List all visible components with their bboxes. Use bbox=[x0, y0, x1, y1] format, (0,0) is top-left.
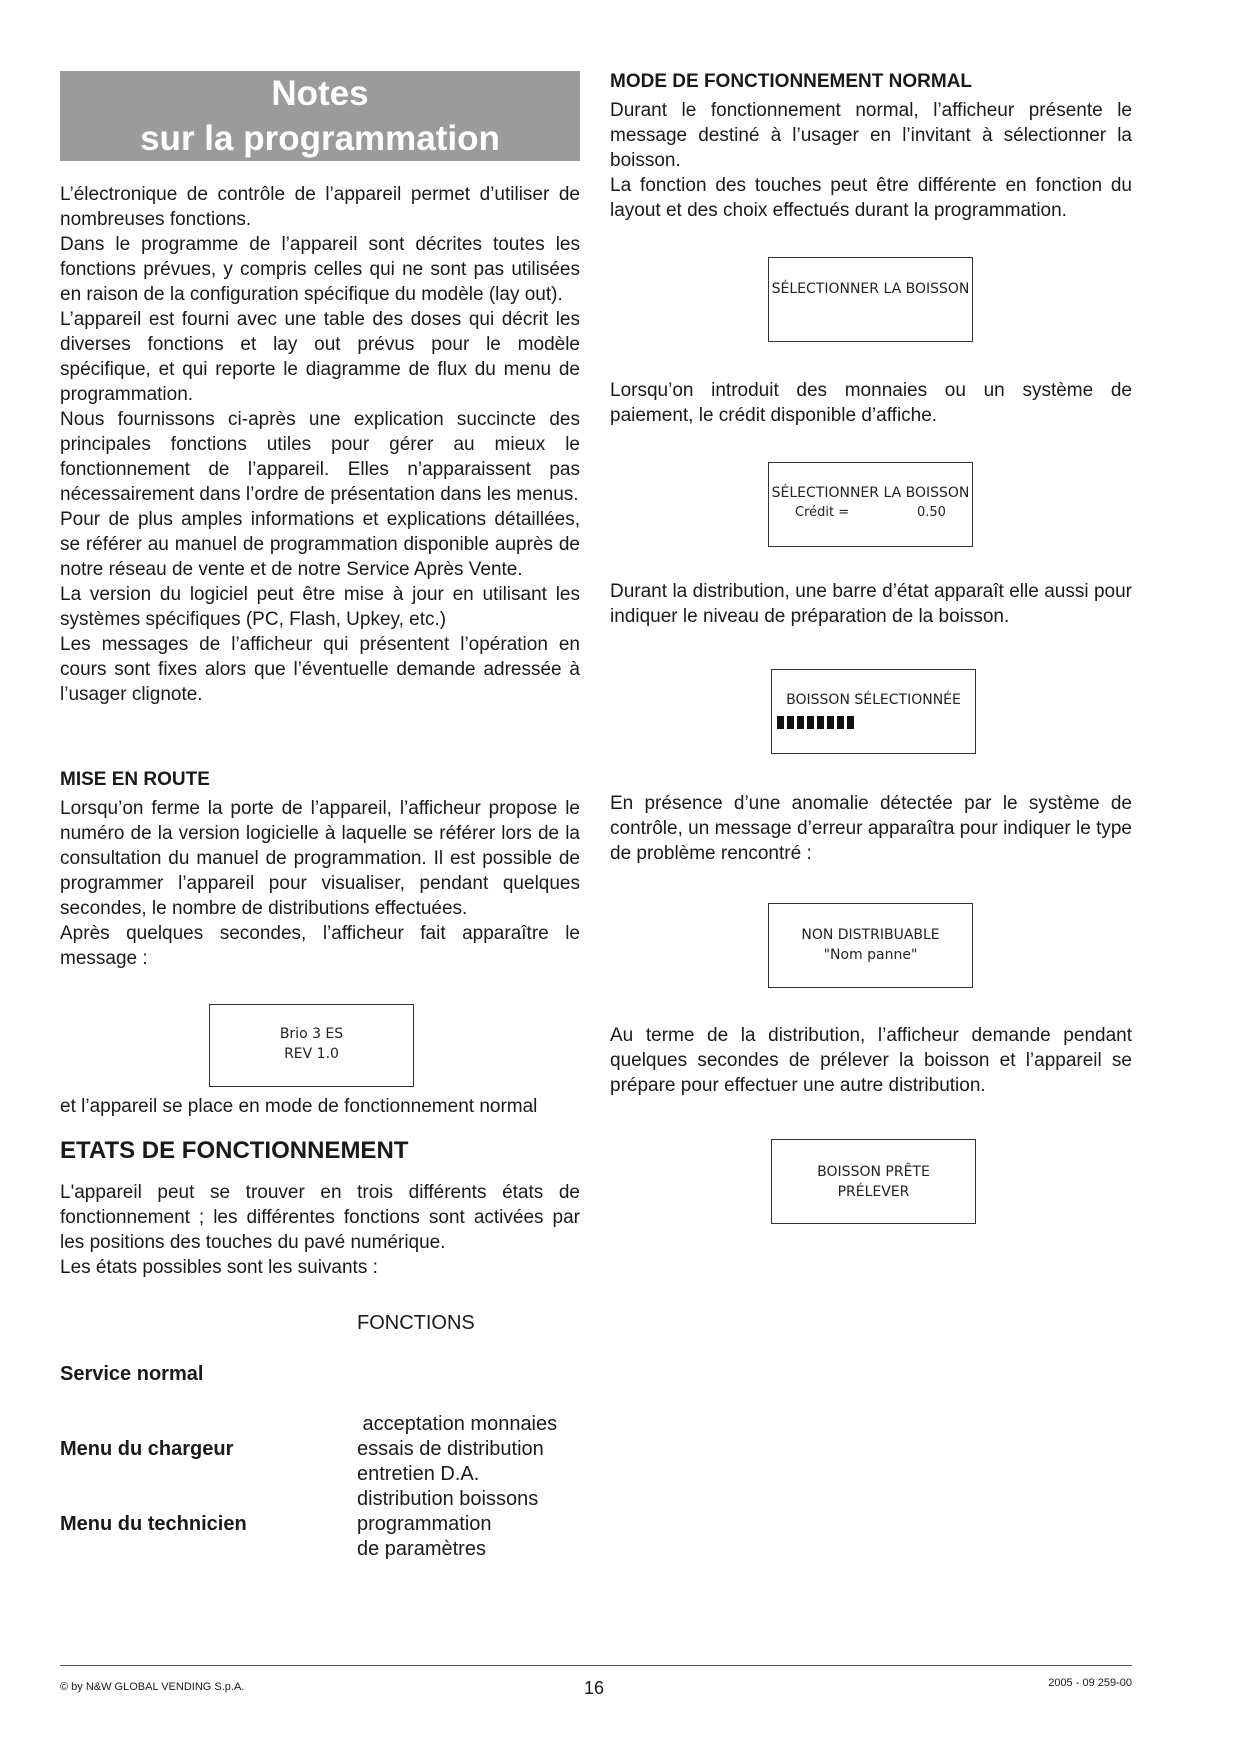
mode-normal-text bbox=[610, 791, 1132, 866]
mode-normal-paragraph: La fonction des touches peut être différente en fonction du layout et des choix effectués durant la programmation. bbox=[610, 175, 1132, 221]
state-function: entretien D.A. bbox=[357, 1463, 480, 1485]
footer-doc-code: 2005 - 09 259-00 bbox=[1048, 1677, 1132, 1689]
intro-paragraph: La version du logiciel peut être mise à jour en utilisant les systèmes spécifiques (PC, Flash, Upkey, etc.) bbox=[60, 584, 580, 630]
display-line: "Nom panne" bbox=[823, 947, 918, 963]
state-function: essais de distribution bbox=[357, 1438, 544, 1460]
etats-heading: ETATS DE FONCTIONNEMENT bbox=[60, 1137, 409, 1164]
display-error bbox=[768, 903, 973, 988]
credit-line bbox=[769, 503, 972, 523]
mode-normal-heading: MODE DE FONCTIONNEMENT NORMAL bbox=[610, 71, 973, 92]
mode-normal-section bbox=[610, 69, 1132, 223]
display-line: BOISSON PRÊTE bbox=[817, 1164, 930, 1180]
status-bar-segment bbox=[847, 716, 854, 729]
status-bar-segment bbox=[807, 716, 814, 729]
mode-normal-paragraph: Durant la distribution, une barre d’état apparaît elle aussi pour indiquer le niveau de préparation de la boisson. bbox=[610, 581, 1132, 627]
state-functions bbox=[357, 1512, 492, 1562]
display-line: NON DISTRIBUABLE bbox=[801, 927, 940, 943]
state-function: programmation bbox=[357, 1513, 492, 1535]
mode-normal-paragraph: En présence d’une anomalie détectée par le système de contrôle, un message d’erreur apparaîtra pour indiquer le type de problème rencontré : bbox=[610, 793, 1132, 864]
mode-normal-paragraph: Lorsqu’on introduit des monnaies ou un système de paiement, le crédit disponible d’affiche. bbox=[610, 380, 1132, 426]
etats-section bbox=[60, 1136, 580, 1280]
mode-normal-text bbox=[610, 579, 1132, 629]
display-select-drink bbox=[768, 257, 973, 342]
etats-paragraph: Les états possibles sont les suivants : bbox=[60, 1257, 378, 1278]
mode-normal-text bbox=[610, 1023, 1132, 1098]
display-drink-ready bbox=[771, 1139, 976, 1224]
display-credit bbox=[768, 462, 973, 547]
status-bar-segment bbox=[827, 716, 834, 729]
status-bar-segment bbox=[817, 716, 824, 729]
section-header bbox=[60, 71, 580, 161]
intro-paragraph: Dans le programme de l’appareil sont décrites toutes les fonctions prévues, y compris celles qui ne sont pas utilisées en raison de la configuration spécifique du modèle (lay out). bbox=[60, 234, 580, 305]
display-line: PRÉLEVER bbox=[837, 1184, 910, 1200]
mise-en-route-heading: MISE EN ROUTE bbox=[60, 769, 210, 790]
display-line: SÉLECTIONNER LA BOISSON bbox=[771, 485, 970, 501]
display-line: Brio 3 ES bbox=[279, 1026, 344, 1042]
mode-normal-paragraph: Durant le fonctionnement normal, l’afficheur présente le message destiné à l’usager en l’invitant à sélectionner la boisson. bbox=[610, 100, 1132, 171]
display-line: BOISSON SÉLECTIONNÉE bbox=[786, 692, 961, 708]
footer-divider bbox=[60, 1665, 1132, 1666]
intro-paragraph: Nous fournissons ci-après une explication succincte des principales fonctions utiles pour gérer au mieux le fonctionnement de l’appareil. Elles n’apparaissent pas nécessairement dans l’ordre de présentation dans les menus. bbox=[60, 409, 580, 505]
page-number: 16 bbox=[584, 1678, 605, 1698]
mise-en-route-after: et l’appareil se place en mode de fonctionnement normal bbox=[60, 1096, 538, 1117]
state-label: Service normal bbox=[60, 1363, 204, 1385]
credit-label: Crédit = bbox=[795, 505, 850, 520]
normal-mode-note bbox=[60, 1094, 580, 1119]
mise-en-route-paragraph: Après quelques secondes, l’afficheur fait apparaître le message : bbox=[60, 923, 580, 969]
status-bar bbox=[772, 712, 975, 728]
state-function: de paramètres bbox=[357, 1538, 486, 1560]
state-function: acceptation monnaies bbox=[357, 1413, 558, 1435]
status-bar-segment bbox=[777, 716, 784, 729]
mode-normal-text bbox=[610, 378, 1132, 428]
display-drink-selected bbox=[771, 669, 976, 754]
intro-text bbox=[60, 182, 580, 707]
header-title-line1: Notes bbox=[271, 74, 369, 113]
intro-paragraph: Pour de plus amples informations et explications détaillées, se référer au manuel de programmation disponible auprès de notre réseau de vente et de notre Service Après Vente. bbox=[60, 509, 580, 580]
functions-column-header: FONCTIONS bbox=[357, 1312, 475, 1334]
mise-en-route-section bbox=[60, 767, 580, 971]
status-bar-segment bbox=[837, 716, 844, 729]
etats-paragraph: L'appareil peut se trouver en trois différents états de fonctionnement ; les différentes fonctions sont activées par les positions des touches du pavé numérique. bbox=[60, 1182, 580, 1253]
state-function: distribution boissons bbox=[357, 1488, 539, 1510]
state-functions bbox=[357, 1437, 544, 1487]
footer-copyright: © by N&W GLOBAL VENDING S.p.A. bbox=[60, 1681, 245, 1693]
display-line: REV 1.0 bbox=[284, 1046, 339, 1062]
mise-en-route-paragraph: Lorsqu’on ferme la porte de l’appareil, l’afficheur propose le numéro de la version logicielle à laquelle se référer lors de la consultation du manuel de programmation. Il est possible de programmer l’appareil pour visualiser, pendant quelques secondes, le nombre de distributions effectuées. bbox=[60, 798, 580, 919]
header-title-line2: sur la programmation bbox=[140, 119, 500, 158]
status-bar-segment bbox=[787, 716, 794, 729]
state-label: Menu du chargeur bbox=[60, 1438, 234, 1460]
intro-paragraph: Les messages de l’afficheur qui présentent l’opération en cours sont fixes alors que l’éventuelle demande adressée à l’usager clignote. bbox=[60, 634, 580, 705]
state-label: Menu du technicien bbox=[60, 1513, 247, 1535]
mode-normal-paragraph: Au terme de la distribution, l’afficheur demande pendant quelques secondes de prélever la boisson et l’appareil se prépare pour effectuer une autre distribution. bbox=[610, 1025, 1132, 1096]
intro-paragraph: L’électronique de contrôle de l’appareil permet d’utiliser de nombreuses fonctions. bbox=[60, 184, 580, 230]
display-line: SÉLECTIONNER LA BOISSON bbox=[771, 281, 970, 297]
status-bar-segment bbox=[797, 716, 804, 729]
display-version bbox=[209, 1004, 414, 1087]
intro-paragraph: L’appareil est fourni avec une table des doses qui décrit les diverses fonctions et lay out prévus pour le modèle spécifique, et qui reporte le diagramme de flux du menu de programmation. bbox=[60, 309, 580, 405]
credit-value: 0.50 bbox=[917, 505, 946, 520]
